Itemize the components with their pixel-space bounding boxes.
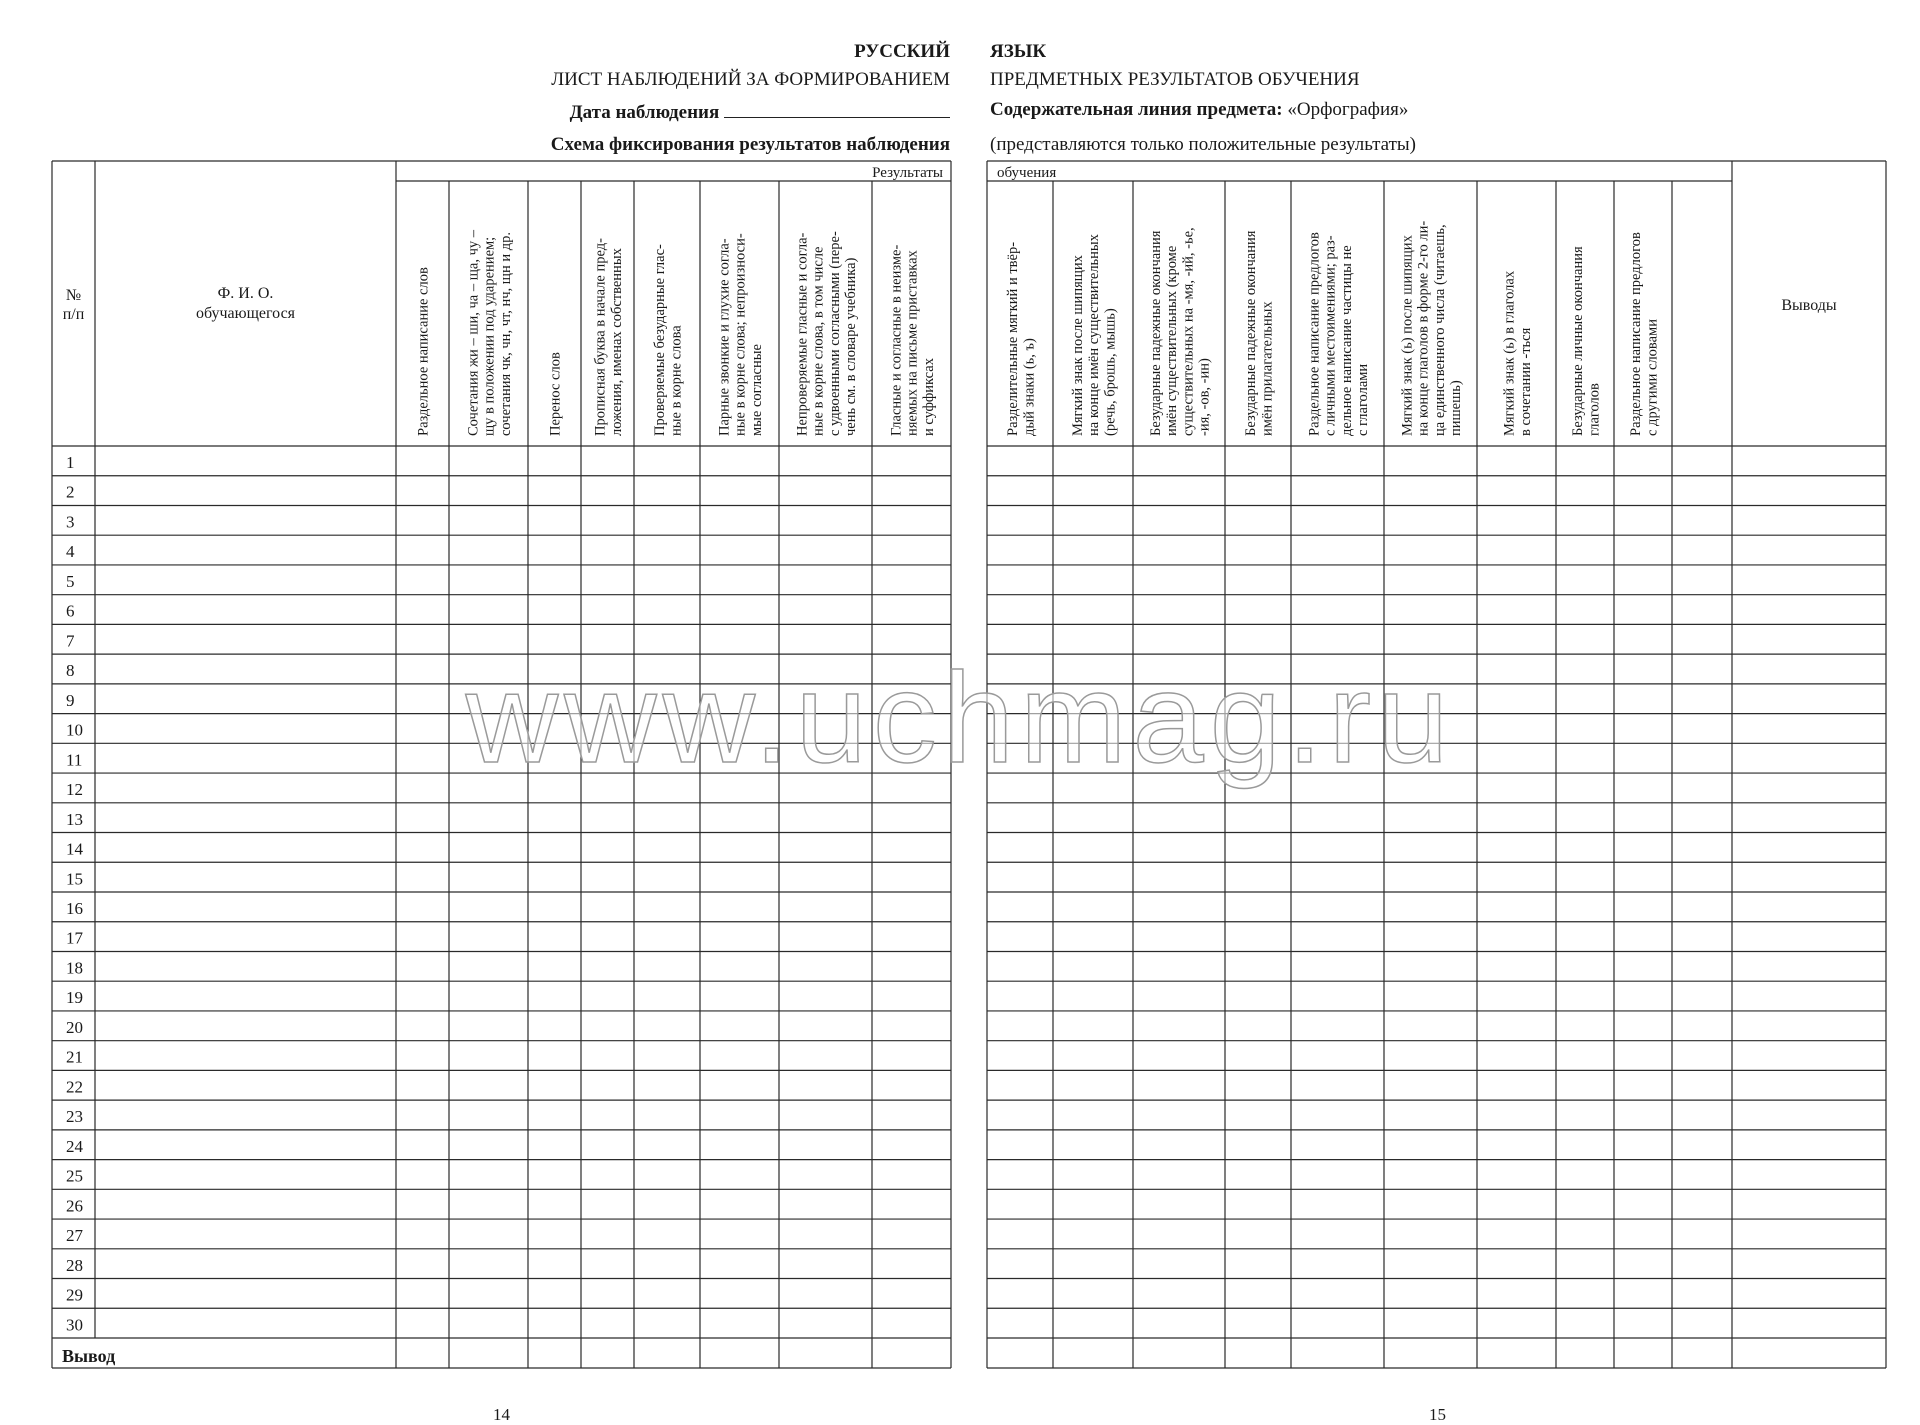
row-number: 27 bbox=[66, 1226, 83, 1246]
row-number: 13 bbox=[66, 809, 83, 829]
right-column-header-2 bbox=[1070, 233, 1119, 436]
row-number: 10 bbox=[66, 720, 83, 740]
left-column-header-8 bbox=[889, 245, 938, 436]
right-column-header-3-line: имён существительных (кроме bbox=[1164, 245, 1181, 436]
left-column-header-8-line: и суффиксах bbox=[921, 358, 937, 436]
right-column-header-1-line: Разделительные мягкий и твёр- bbox=[1005, 241, 1022, 436]
right-column-header-4-line: Безударные падежные окончания bbox=[1243, 230, 1260, 436]
scheme-label: Схема фиксирования результатов наблюдения bbox=[550, 134, 950, 155]
row-number: 15 bbox=[66, 869, 83, 889]
left-column-header-7 bbox=[794, 231, 859, 436]
right-column-header-1 bbox=[1005, 242, 1037, 436]
left-column-header-6-line: Парные звонкие и глухие согла- bbox=[716, 238, 733, 436]
page-number-right: 15 bbox=[1429, 1405, 1446, 1424]
watermark: www.uchmag.ru bbox=[465, 647, 1455, 790]
right-column-header-3-line: существительных на -мя, -ий, -ье, bbox=[1180, 227, 1197, 436]
left-column-header-4-line: Прописная буква в начале пред- bbox=[592, 238, 609, 436]
left-column-header-4 bbox=[593, 238, 625, 436]
left-column-header-1-line: Раздельное написание слов bbox=[415, 267, 432, 436]
right-column-header-9-line: с другими словами bbox=[1644, 319, 1661, 436]
left-column-header-6 bbox=[717, 233, 766, 436]
row-number: 5 bbox=[66, 571, 75, 591]
right-column-header-6-line: на конце глаголов в форме 2-го ли- bbox=[1415, 220, 1432, 436]
results-group-label: Результаты bbox=[872, 165, 943, 181]
title-left: ЛИСТ НАБЛЮДЕНИЙ ЗА ФОРМИРОВАНИЕМ bbox=[551, 69, 950, 90]
page-number-left: 14 bbox=[493, 1405, 510, 1424]
left-column-header-5-line: Проверяемые безударные глас- bbox=[652, 244, 669, 436]
right-column-header-3-line: -ия, -ов, -ин) bbox=[1196, 358, 1213, 436]
left-column-header-7-line: Непроверяемые гласные и согла- bbox=[794, 232, 811, 436]
right-column-header-3 bbox=[1148, 227, 1213, 436]
right-column-header-8-line: Безударные личные окончания bbox=[1570, 246, 1587, 436]
row-number: 19 bbox=[66, 988, 83, 1008]
left-column-header-3 bbox=[548, 352, 564, 436]
left-column-header-6-line: мые согласные bbox=[749, 344, 765, 436]
right-column-header-6-line: Мягкий знак (ь) после шипящих bbox=[1399, 235, 1416, 436]
results-group-label-right: обучения bbox=[997, 165, 1057, 181]
right-column-header-7-line: Мягкий знак (ь) в глаголах bbox=[1501, 270, 1518, 436]
row-number: 20 bbox=[66, 1017, 83, 1037]
right-column-header-7 bbox=[1502, 270, 1534, 436]
right-column-header-7-line: в сочетании -ться bbox=[1517, 327, 1534, 436]
right-column-header-8 bbox=[1570, 246, 1602, 436]
right-column-header-5-line: с глаголами bbox=[1355, 363, 1372, 436]
row-number: 21 bbox=[66, 1047, 83, 1067]
right-column-header-2-line: (речь, брошь, мышь) bbox=[1102, 308, 1119, 436]
left-column-header-5-line: ные в корне слова bbox=[668, 325, 685, 436]
num-header: п/п bbox=[62, 306, 85, 323]
left-column-header-3-line: Перенос слов bbox=[547, 352, 564, 436]
row-number: 26 bbox=[66, 1196, 83, 1216]
row-number: 22 bbox=[66, 1077, 83, 1097]
row-number: 28 bbox=[66, 1255, 83, 1275]
right-column-header-3-line: Безударные падежные окончания bbox=[1147, 230, 1164, 436]
left-column-header-6-line: ные в корне слова; непроизноси- bbox=[732, 233, 749, 436]
right-column-header-6 bbox=[1399, 221, 1464, 436]
left-column-header-2-line: щу в положении под ударением; bbox=[481, 236, 498, 436]
row-number: 23 bbox=[66, 1107, 83, 1127]
right-column-header-5-line: Раздельное написание предлогов bbox=[1306, 232, 1323, 436]
right-column-header-5-line: с личными местоимениями; раз- bbox=[1322, 235, 1339, 436]
row-number: 14 bbox=[66, 839, 83, 859]
left-column-header-4-line: ложения, именах собственных bbox=[608, 248, 625, 436]
conclusions-header: Выводы bbox=[1781, 297, 1837, 314]
right-column-header-6-line: ца единственного числа (читаешь, bbox=[1431, 224, 1448, 436]
row-number: 17 bbox=[66, 928, 83, 948]
content-line-value: «Орфография» bbox=[1287, 99, 1409, 120]
footer-label: Вывод bbox=[62, 1346, 116, 1366]
num-header: № bbox=[65, 287, 82, 304]
row-number: 3 bbox=[66, 512, 75, 532]
row-number: 9 bbox=[66, 690, 75, 710]
row-number: 24 bbox=[66, 1136, 83, 1156]
left-column-header-7-line: с удвоенными согласными (пере- bbox=[826, 231, 843, 436]
right-column-header-4-line: имён прилагательных bbox=[1259, 301, 1276, 436]
scheme-note: (представляются только положительные результаты) bbox=[990, 134, 1417, 155]
right-column-header-8-line: глаголов bbox=[1586, 383, 1603, 436]
row-number: 12 bbox=[66, 780, 83, 800]
row-number: 1 bbox=[66, 453, 75, 472]
subject-right: ЯЗЫК bbox=[990, 41, 1047, 62]
right-column-header-9 bbox=[1628, 232, 1660, 436]
row-number: 25 bbox=[66, 1166, 83, 1186]
row-number: 7 bbox=[66, 631, 75, 651]
left-column-header-2-line: сочетания чк, чн, чт, нч, щн и др. bbox=[498, 232, 514, 436]
row-number: 8 bbox=[66, 661, 75, 681]
row-number: 16 bbox=[66, 899, 83, 918]
right-column-header-2-line: на конце имён существительных bbox=[1086, 234, 1103, 436]
left-column-header-7-line: чень см. в словаре учебника) bbox=[843, 257, 860, 436]
row-number: 29 bbox=[66, 1285, 83, 1305]
left-column-header-5 bbox=[652, 244, 684, 436]
right-column-header-1-line: дый знаки (ь, ъ) bbox=[1021, 338, 1038, 436]
left-column-header-8-line: няемых на письме приставках bbox=[904, 250, 921, 436]
row-number: 2 bbox=[66, 482, 75, 502]
row-number: 6 bbox=[66, 601, 75, 621]
right-column-header-6-line: пишешь) bbox=[1448, 380, 1465, 436]
right-column-header-5-line: дельное написание частицы не bbox=[1338, 245, 1355, 436]
name-header: Ф. И. О. bbox=[217, 285, 274, 302]
right-column-header-5 bbox=[1306, 232, 1371, 436]
right-column-header-9-line: Раздельное написание предлогов bbox=[1628, 232, 1645, 436]
date-label: Дата наблюдения bbox=[569, 102, 720, 123]
left-column-header-7-line: ные в корне слова, в том числе bbox=[810, 246, 827, 436]
right-column-header-4 bbox=[1243, 230, 1275, 436]
right-column-header-2-line: Мягкий знак после шипящих bbox=[1070, 255, 1086, 436]
left-column-header-1 bbox=[416, 267, 432, 436]
row-number: 11 bbox=[66, 750, 83, 770]
name-header: обучающегося bbox=[195, 305, 296, 322]
row-number: 4 bbox=[66, 542, 75, 562]
title-right: ПРЕДМЕТНЫХ РЕЗУЛЬТАТОВ ОБУЧЕНИЯ bbox=[990, 69, 1360, 90]
content-line-label: Содержательная линия предмета: bbox=[990, 99, 1283, 120]
row-number: 18 bbox=[66, 958, 83, 978]
left-column-header-8-line: Гласные и согласные в неизме- bbox=[888, 244, 905, 436]
left-column-header-2 bbox=[466, 229, 515, 436]
subject-left: РУССКИЙ bbox=[854, 41, 950, 62]
row-number: 30 bbox=[66, 1315, 83, 1335]
left-column-header-2-line: Сочетания жи – ши, ча – ща, чу – bbox=[465, 230, 482, 436]
